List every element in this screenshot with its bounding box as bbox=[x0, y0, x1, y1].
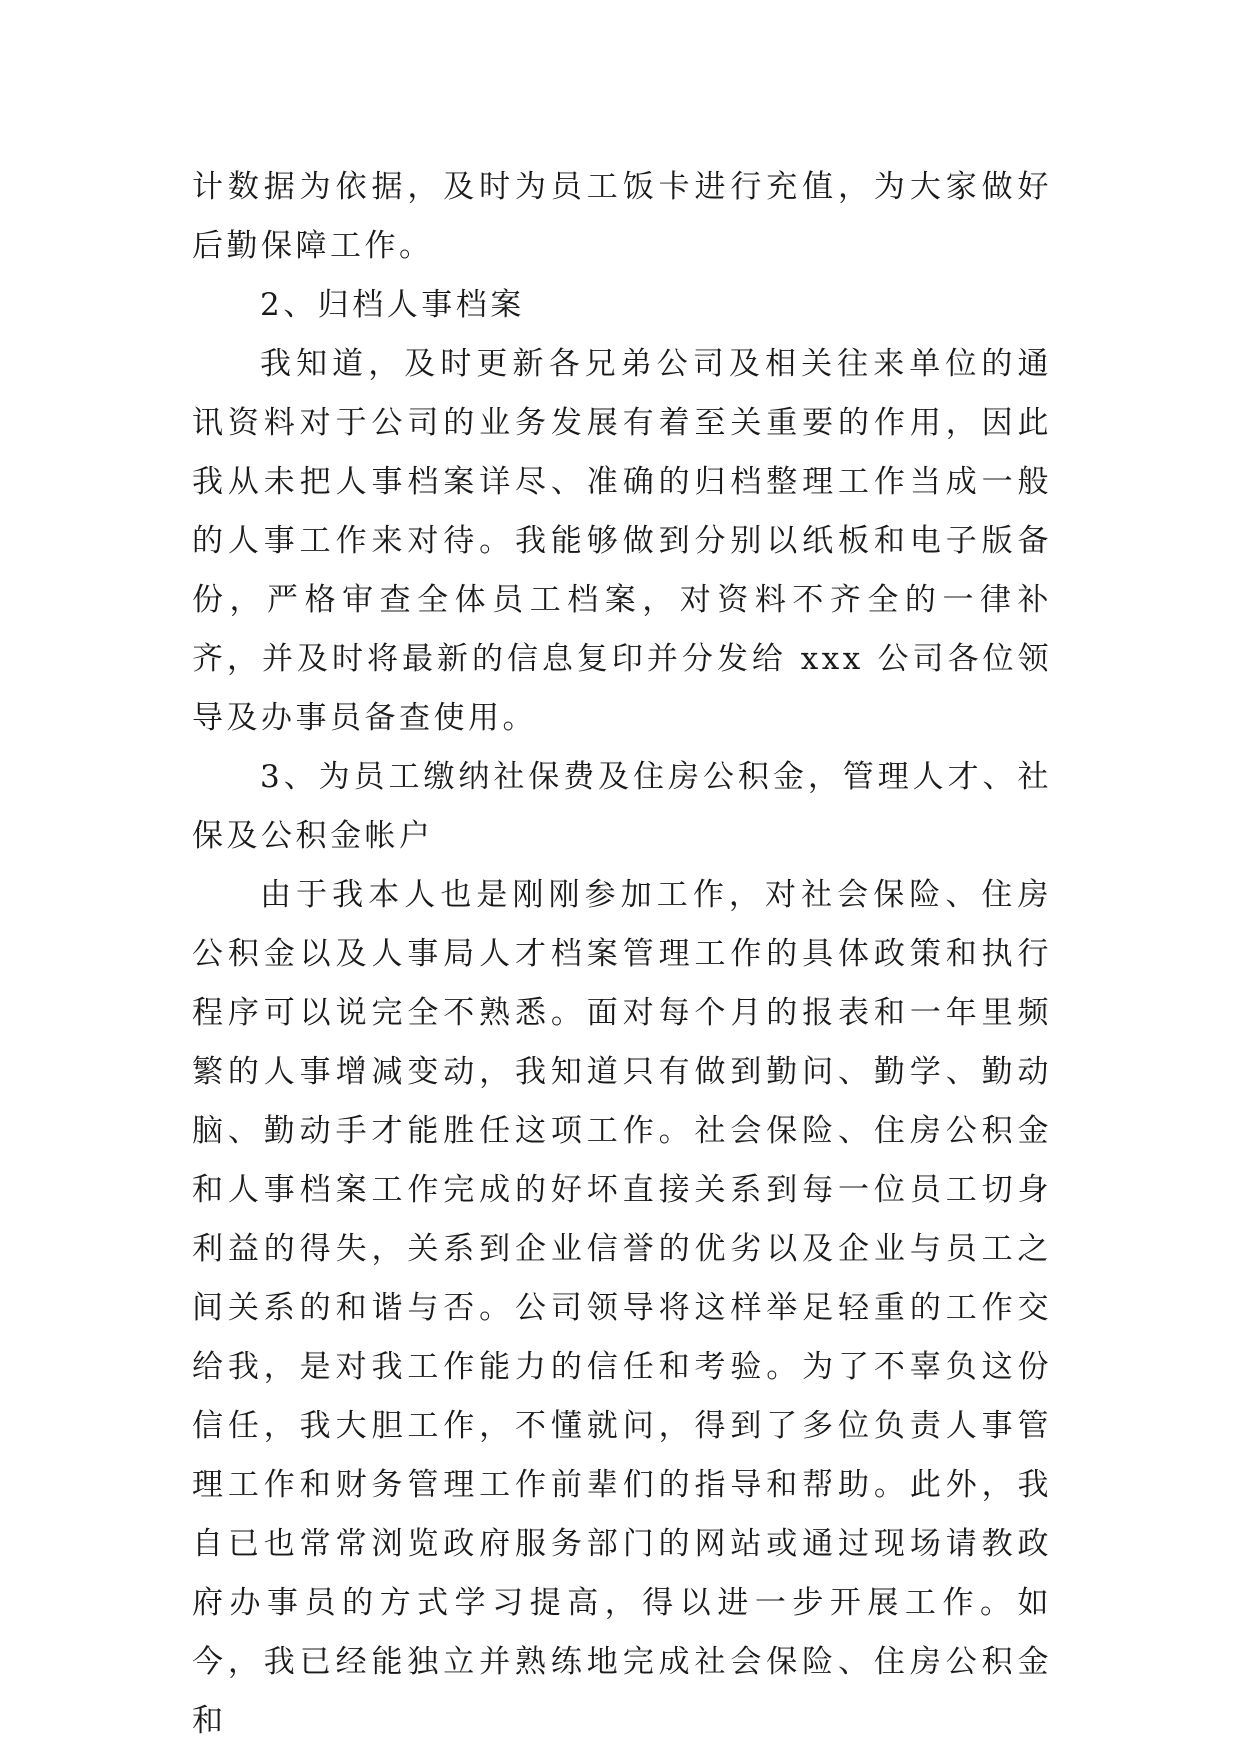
paragraph-social-security: 由于我本人也是刚刚参加工作，对社会保险、住房公积金以及人事局人才档案管理工作的具体政策和执行程序可以说完全不熟悉。面对每个月的报表和一年里频繁的人事增减变动，我知道只有做到勤问、勤学、勤动脑、勤动手才能胜任这项工作。社会保险、住房公积金和人事档案工作完成的好坏直接关系到每一位员工切身利益的得失，关系到企业信誉的优劣以及企业与员工之间关系的和谐与否。公司领导将这样举足轻重的工作交给我，是对我工作能力的信任和考验。为了不辜负这份信任，我大胆工作，不懂就问，得到了多位负责人事管理工作和财务管理工作前辈们的指导和帮助。此外，我自已也常常浏览政府服务部门的网站或通过现场请教政府办事员的方式学习提高，得以进一步开展工作。如今，我已经能独立并熟练地完成社会保险、住房公积金和 bbox=[192, 877, 1052, 1739]
section-heading-archive: 2、归档人事档案 bbox=[260, 287, 525, 323]
section-heading-social-security: 3、为员工缴纳社保费及住房公积金，管理人才、社保及公积金帐户 bbox=[192, 759, 1052, 854]
paragraph-archive: 我知道，及时更新各兄弟公司及相关往来单位的通讯资料对于公司的业务发展有着至关重要的作用，因此我从未把人事档案详尽、准确的归档整理工作当成一般的人事工作来对待。我能够做到分别以纸板和电子版备份，严格审查全体员工档案，对资料不齐全的一律补齐，并及时将最新的信息复印并分发给 xxx 公司各位领导及办事员备查使用。 bbox=[192, 346, 1052, 736]
paragraph-continuation: 计数据为依据，及时为员工饭卡进行充值，为大家做好后勤保障工作。 bbox=[192, 169, 1052, 264]
document-body bbox=[192, 158, 1052, 1751]
